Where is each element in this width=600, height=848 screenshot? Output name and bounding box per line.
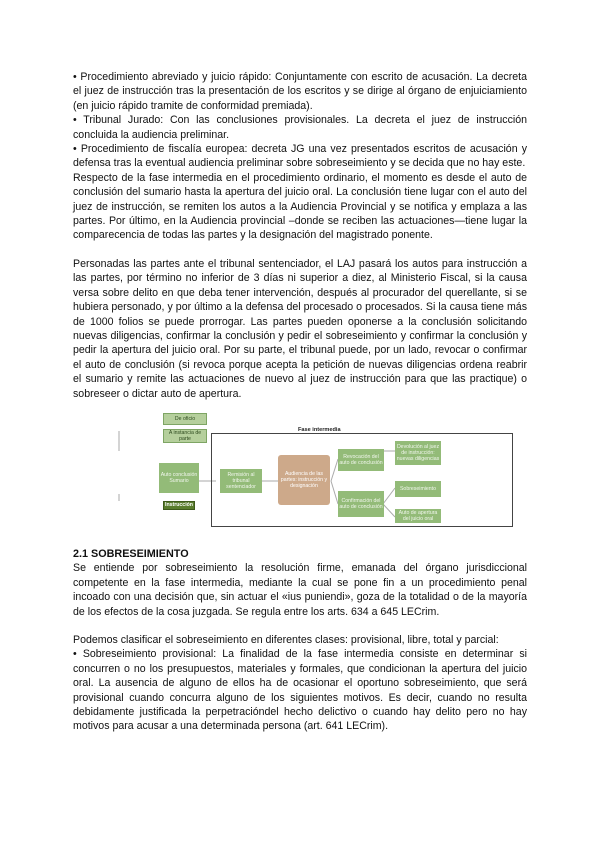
sobreseimiento-box: Sobreseimiento	[395, 481, 441, 497]
apertura-box: Auto de apertura del juicio oral	[395, 509, 441, 523]
paragraph-abreviado: • Procedimiento abreviado y juicio rápido: Conjuntamente con escrito de acusación. La decreta el juez de instrucción tras la presentación de los escritos y se dirige al órgano de enjuiciamiento (en juicio rápido tramite de conformidad premiada).	[73, 71, 527, 112]
paragraph-definicion: Se entiende por sobreseimiento la resolución firme, emanada del órgano jurisdiccional competente en la fase intermedia, mediante la cual se pone fin a un procedimiento penal incoado con una decisión que, sin actuar el «ius puniendi», goza de la totalidad o de la mayoría de los efectos de la cosa juzgada. Se regula entre los arts. 634 a 645 LECrim.	[73, 562, 527, 618]
audiencia-box: Audiencia de las partes: instrucción y designación	[278, 455, 330, 505]
auto-conclusion-box: Auto conclusión Sumario	[159, 463, 199, 493]
paragraph-fase-intermedia: Respecto de la fase intermedia en el procedimiento ordinario, el momento es desde el auto de conclusión del sumario hasta la apertura del juicio oral. La conclusión tiene lugar con el auto del juez de instrucción, se remiten los autos a la Audiencia Provincial y se notifica y emplaza a las partes. Por último, en la Audiencia provincial –donde se reciben las actuaciones—tiene lugar la comparecencia de todas las partes y la designación del magistrado ponente.	[73, 171, 527, 242]
remision-box: Remisión al tribunal sentenciador	[220, 469, 262, 493]
paragraph-clases: Podemos clasificar el sobreseimiento en diferentes clases: provisional, libre, total y parcial:	[73, 633, 499, 646]
fase-intermedia-diagram	[73, 409, 527, 525]
paragraph-personadas-partes: Personadas las partes ante el tribunal sentenciador, el LAJ pasará los autos para instrucción a las partes, por término no inferior de 3 días ni superior a diez, al Ministerio Fiscal, si la causa versa sobre delito en que deba tener intervención, después al procurador del querellante, si se hubiera personado, y por último a la defensa del procesado o procesados. Si la causa tiene más de 1000 folios se puede prorrogar. Las partes pueden oponerse a la conclusión solicitando nuevas diligencias, confirmar la conclusión y pedir el sobreseimiento y confirmar la conclusión y pedir la apertura del juicio oral. Por su parte, el tribunal puede, por un lado, revocar o confirmar el auto de conclusión (si revoca porque acepta la petición de nuevas diligencias ordena reabrir el sumario y remite las actuaciones de nuevo al juez de instrucción para que las practique) o sobreseer o dictar auto de apertura.	[73, 257, 527, 400]
confirmacion-box: Confirmación del auto de conclusión	[338, 491, 384, 517]
a-instancia-box: A instancia de parte	[163, 429, 207, 443]
document-page	[73, 70, 527, 734]
paragraph-jurado: • Tribunal Jurado: Con las conclusiones provisionales. La decreta el juez de instrucción concluida la audiencia preliminar.	[73, 114, 527, 141]
de-oficio-box: De oficio	[163, 413, 207, 425]
section-heading-sobreseimiento: 2.1 SOBRESEIMIENTO	[73, 547, 189, 560]
nuevas-diligencias-box: Devolución al juez de instrucción: nuevas diligencias	[395, 441, 441, 465]
fase-intermedia-label: Fase intermedia	[295, 427, 344, 433]
instruccion-box: Instrucción	[163, 501, 195, 510]
paragraph-provisional: • Sobreseimiento provisional: La finalidad de la fase intermedia consiste en determinar si concurren o no los presupuestos, materiales y formales, que condicionan la apertura del juicio oral. La ausencia de alguno de ellos ha de ocasionar el oportuno sobreseimiento, que será provisional cuando concurra alguno de los siguientes motivos. Es decir, cuando no resulta debidamente justificada la perpetracióndel hecho delictivo o cuando hay delito pero no hay motivos para acusar a una determinada persona (art. 641 LECrim).	[73, 648, 527, 733]
paragraph-fiscalia-europea: • Procedimiento de fiscalía europea: decreta JG una vez presentados escritos de acusación y defensa tras la eventual audiencia preliminar sobre sobreseimiento y se decida que no hay este.	[73, 143, 527, 170]
revocacion-box: Revocación del auto de conclusión	[338, 449, 384, 471]
